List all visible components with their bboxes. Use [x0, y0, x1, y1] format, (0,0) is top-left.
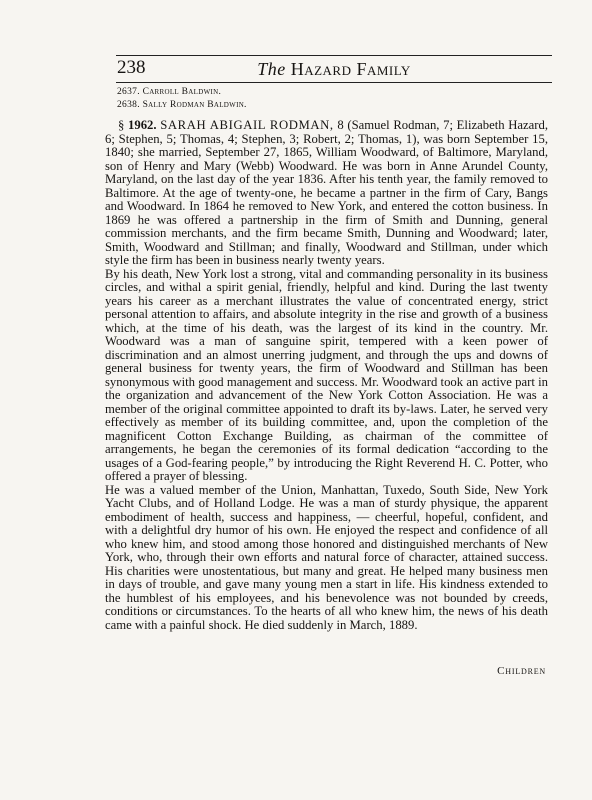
paragraph-1	[105, 119, 548, 268]
entry-number-1962: 1962.	[128, 118, 157, 132]
entry-2637	[117, 86, 547, 99]
page-number: 238	[117, 57, 146, 78]
head-rule	[116, 82, 552, 83]
paragraph-2: By his death, New York lost a strong, vital and commanding personality in its business circles, and withal a spirit genial, friendly, helpful and kind. During the last twenty years his career as a merchant illustrates the value of concentrated energy, strict personal attention to affairs, and absolute integrity in the rise and growth of a business which, at the time of his death, was the largest of its kind in the country. Mr. Woodward was a man of sanguine spirit, tempered with a keen power of discrimination and an almost unerring judgment, and through the ups and downs of general business for twenty years, the firm of Woodward and Stillman has been synonymous with good management and success. Mr. Woodward took an active part in the organization and advancement of the New York Cotton Association. He was a member of the original committee appointed to draft its by-laws. Later, he served very effectively as member of its building committee, and, upon the completion of the magnificent Cotton Exchange Building, as chairman of the committee of arrangements, he began the ceremonies of its formal dedication “according to the usages of a God-fearing people,” by introducing the Right Reverend H. C. Potter, who offered a prayer of blessing.	[105, 266, 548, 483]
subject-name: SARAH ABIGAIL RODMAN,	[160, 118, 334, 132]
entry-name: Carroll Baldwin.	[142, 87, 222, 97]
running-head-article: The	[257, 59, 286, 79]
running-head-title: Hazard Family	[290, 59, 411, 79]
running-head	[116, 58, 552, 80]
biography-text	[105, 119, 548, 632]
paragraph-1-text: 8 (Samuel Rodman, 7; Elizabeth Hazard, 6; Stephen, 5; Thomas, 4; Stephen, 3; Robert, 2; Thomas, 1), was born September 15, 1840; she married, September 27, 1865, William Woodward, of Baltimore, Maryland, son of Henry and Mary (Webb) Woodward. He was born in Anne Arundel County, Maryland, on the last day of the year 1836. After his tenth year, the family removed to Baltimore. At the age of twenty-one, he became a partner in the firm of Cary, Bangs and Woodward. In 1864 he removed to New York, and entered the cotton business. In 1869 he was offered a partnership in the firm of Smith and Dunning, general commission merchants, and the firm became Smith, Dunning and Woodward; later, Smith, Woodward and Stillman; and finally, Woodward and Stillman, under which style the firm has been in business nearly twenty years.	[105, 118, 549, 267]
entry-number: 2637.	[117, 87, 140, 97]
entry-number: 2638.	[117, 100, 140, 110]
paragraph-3: He was a valued member of the Union, Manhattan, Tuxedo, South Side, New York Yacht Clubs, and of Holland Lodge. He was a man of sturdy physique, the apparent embodiment of health, success and happiness, — cheerful, hopeful, confident, and with a delightful dry humor of his own. He enjoyed the respect and confidence of all who knew him, and stood among those honored and distinguished merchants of New York, who, through their own efforts and natural force of character, attained success. His charities were unostentatious, but many and great. He helped many business men in days of trouble, and gave many young men a start in life. His kindness extended to the humblest of his employees, and his benevolence was not bounded by creeds, conditions or circumstances. To the hearts of all who knew him, the news of his death came with a painful shock. He died suddenly in March, 1889.	[105, 482, 548, 632]
catchword: Children	[497, 665, 546, 677]
entry-list	[117, 86, 547, 112]
section-mark: §	[118, 118, 125, 132]
entry-name: Sally Rodman Baldwin.	[142, 100, 247, 110]
top-rule	[116, 55, 552, 56]
entry-2638	[117, 99, 547, 112]
